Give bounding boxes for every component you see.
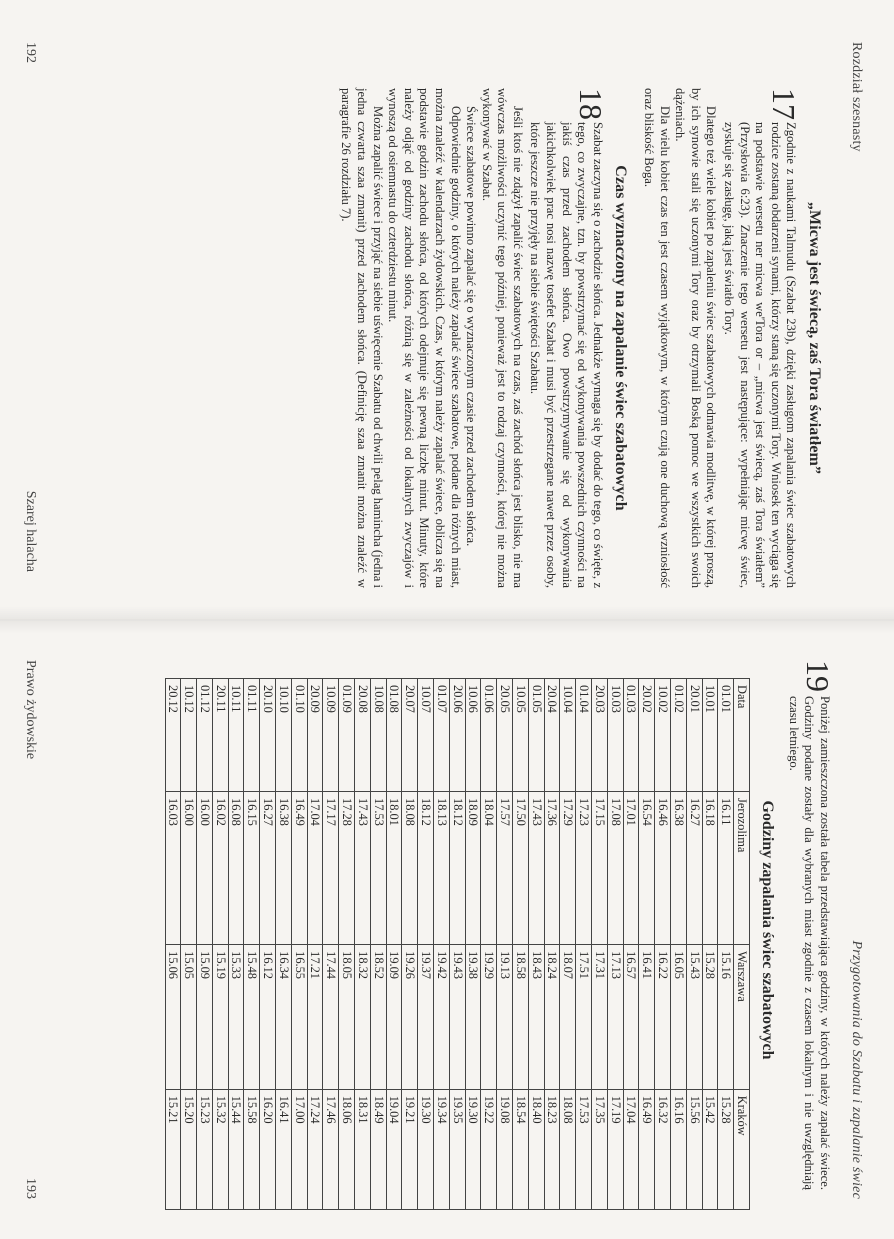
table-row (276, 679, 292, 1210)
cell-warsaw: 18.58 (513, 945, 529, 1090)
cell-warsaw: 15.48 (244, 945, 260, 1090)
table-row (528, 679, 544, 1210)
cell-date: 01.08 (386, 679, 402, 792)
table-row (181, 679, 197, 1210)
table-row (386, 679, 402, 1210)
table-body (165, 679, 734, 1210)
cell-date: 20.09 (307, 679, 323, 792)
table-row (671, 679, 687, 1210)
section-17-paragraph-3: Dla wielu kobiet czas ten jest czasem wyjątkowym, w którym czują one duchową wzniosłość oraz bliskość Boga. (642, 88, 672, 588)
cell-krakow: 18.06 (339, 1089, 355, 1209)
cell-jerusalem: 16.02 (212, 792, 228, 945)
section-19-paragraph: Poniżej zamieszczona została tabela przedstawiająca godziny, w których należy zapalać świece. Godziny podane zostały dla wybranych miast zgodnie z czasem lokalnym i nie uwzględniają czasu letniego. (786, 696, 832, 1190)
table-row (702, 679, 718, 1210)
cell-krakow: 17.35 (592, 1089, 608, 1209)
cell-krakow: 15.32 (212, 1089, 228, 1209)
cell-jerusalem: 18.12 (418, 792, 434, 945)
section-19 (785, 660, 836, 1190)
table-row (607, 679, 623, 1210)
cell-date: 01.04 (576, 679, 592, 792)
cell-warsaw: 15.19 (212, 945, 228, 1090)
cell-warsaw: 19.09 (386, 945, 402, 1090)
cell-jerusalem: 18.13 (434, 792, 450, 945)
cell-warsaw: 17.21 (307, 945, 323, 1090)
table-row (370, 679, 386, 1210)
cell-warsaw: 19.42 (434, 945, 450, 1090)
cell-warsaw: 19.38 (465, 945, 481, 1090)
table-row (402, 679, 418, 1210)
cell-warsaw: 17.44 (323, 945, 339, 1090)
cell-krakow: 19.30 (465, 1089, 481, 1209)
cell-krakow: 16.20 (260, 1089, 276, 1209)
cell-warsaw: 18.07 (560, 945, 576, 1090)
table-row (355, 679, 371, 1210)
table-row (339, 679, 355, 1210)
section-number-17: 17 (766, 88, 803, 120)
table-row (576, 679, 592, 1210)
running-head-right: Przygotowania do Szabatu i zapalanie świec (849, 940, 864, 1199)
table-row (212, 679, 228, 1210)
column-header-krakow: Kraków (734, 1089, 750, 1209)
table-row (497, 679, 513, 1210)
heading-candle-time: Czas wyznaczony na zapalanie świec szabatowych (612, 165, 630, 511)
cell-date: 01.06 (481, 679, 497, 792)
cell-krakow: 16.41 (276, 1089, 292, 1209)
cell-warsaw: 15.28 (702, 945, 718, 1090)
cell-warsaw: 19.26 (402, 945, 418, 1090)
cell-warsaw: 16.57 (623, 945, 639, 1090)
cell-jerusalem: 18.04 (481, 792, 497, 945)
cell-jerusalem: 16.27 (686, 792, 702, 945)
section-number-18: 18 (572, 88, 609, 120)
table-row (592, 679, 608, 1210)
folio-title-right: Prawo żydowskie (23, 660, 38, 760)
cell-jerusalem: 17.17 (323, 792, 339, 945)
cell-krakow: 16.49 (639, 1089, 655, 1209)
cell-warsaw: 17.31 (592, 945, 608, 1090)
cell-date: 10.12 (181, 679, 197, 792)
section-18 (527, 88, 609, 588)
left-body-text (338, 88, 834, 588)
cell-krakow: 19.04 (386, 1089, 402, 1209)
cell-date: 01.09 (339, 679, 355, 792)
cell-date: 20.01 (686, 679, 702, 792)
cell-date: 10.11 (228, 679, 244, 792)
page-number-left: 192 (23, 42, 38, 63)
cell-krakow: 15.58 (244, 1089, 260, 1209)
cell-warsaw: 16.55 (291, 945, 307, 1090)
cell-date: 20.04 (544, 679, 560, 792)
cell-warsaw: 17.51 (576, 945, 592, 1090)
cell-jerusalem: 16.00 (181, 792, 197, 945)
cell-date: 10.04 (560, 679, 576, 792)
section-18-paragraph-4: Odpowiednie godziny, o których należy zapalać świece szabatowe, podane dla różnych miast, można znaleźć w kalendarzach żydowskich. Czas, w którym należy zapalać świece, oblicza się na podstawie godzin zachodu słońca, od których odejmuje się pewną liczbę minut. Minuty, które należy odjąć od godziny zachodu słońca, różnią się w zależności od lokalnych zwyczajów i wynoszą od osiemnastu do czterdziestu minut. (386, 88, 463, 588)
cell-jerusalem: 17.57 (497, 792, 513, 945)
table-row (197, 679, 213, 1210)
heading-micwa: „Micwa jest świecą, zaś Tora światłem” (806, 201, 823, 475)
cell-warsaw: 18.52 (370, 945, 386, 1090)
cell-krakow: 17.19 (607, 1089, 623, 1209)
cell-date: 10.02 (655, 679, 671, 792)
section-17-paragraph-2: Dlatego też wiele kobiet po zapaleniu świec szabatowych odmawia modlitwę, w której proszą, by ich synowie stali się uczonymi Tory oraz by otrzymali Boską pomoc we wszystkich swoich dążeniach. (673, 88, 719, 588)
cell-krakow: 18.08 (560, 1089, 576, 1209)
cell-krakow: 15.42 (702, 1089, 718, 1209)
table-row (449, 679, 465, 1210)
table-row (513, 679, 529, 1210)
cell-date: 20.12 (165, 679, 181, 792)
cell-krakow: 17.04 (623, 1089, 639, 1209)
cell-krakow: 16.32 (655, 1089, 671, 1209)
cell-date: 10.01 (702, 679, 718, 792)
section-17 (720, 88, 803, 588)
table-row (686, 679, 702, 1210)
cell-date: 20.06 (449, 679, 465, 792)
cell-jerusalem: 16.18 (702, 792, 718, 945)
cell-jerusalem: 16.08 (228, 792, 244, 945)
cell-warsaw: 18.32 (355, 945, 371, 1090)
cell-date: 10.08 (370, 679, 386, 792)
page-number-right: 193 (23, 1178, 38, 1199)
cell-date: 01.03 (623, 679, 639, 792)
section-18-paragraph-2: Jeśli ktoś nie zdążył zapalić świec szabatowych na czas, zaś zachód słońca jest blisko, nie ma wówczas możliwości uczynić tego później, ponieważ jest to rodzaj czynności, której nie można wykonywać w Szabat. (479, 88, 525, 588)
cell-jerusalem: 16.00 (197, 792, 213, 945)
cell-jerusalem: 16.49 (291, 792, 307, 945)
cell-krakow: 15.21 (165, 1089, 181, 1209)
cell-jerusalem: 17.43 (355, 792, 371, 945)
cell-jerusalem: 18.12 (449, 792, 465, 945)
table-row (639, 679, 655, 1210)
table-row (323, 679, 339, 1210)
cell-date: 01.12 (197, 679, 213, 792)
cell-date: 20.11 (212, 679, 228, 792)
section-18-paragraph-1: Szabat zaczyna się o zachodzie słońca. Jednakże wymaga się by dodać do tego, co święte, z tego, co zwyczajne, tzn. by powstrzymać się od wykonywania powszednich czynności na jakiś czas przed zachodem słońca. Owo powstrzymywanie się od wykonywania jakichkolwiek prac nosi nazwę tosefet Szabat i musi być przestrzegane nawet przez osoby, które jeszcze nie przyjęły na siebie świętości Szabatu. (528, 122, 605, 588)
table-row (544, 679, 560, 1210)
column-header-date: Data (734, 679, 750, 792)
section-17-paragraph-1: Zgodnie z naukami Talmudu (Szabat 23b), dzięki zasługom zapalania świec szabatowych rodzice zostaną obdarzeni synami, którzy staną się uczonymi Tory. Wniosek ten wyciąga się na podstawie wersetu ner micwa we'Tora or – „micwa jest świecą, zaś Tora światłem” (Przysłowia 6:23). Znaczenie tego wersetu jest następujące: wypełniając micwę świec, zyskuje się zasługę, jaką jest światło Tory. (722, 122, 799, 588)
cell-warsaw: 19.13 (497, 945, 513, 1090)
cell-krakow: 15.44 (228, 1089, 244, 1209)
cell-jerusalem: 17.29 (560, 792, 576, 945)
cell-date: 10.09 (323, 679, 339, 792)
cell-date: 10.07 (418, 679, 434, 792)
cell-krakow: 19.30 (418, 1089, 434, 1209)
table-row (718, 679, 734, 1210)
cell-date: 20.08 (355, 679, 371, 792)
cell-jerusalem: 16.15 (244, 792, 260, 945)
page-193 (0, 620, 894, 1239)
table-row (307, 679, 323, 1210)
section-number-19: 19 (800, 660, 836, 692)
cell-krakow: 18.23 (544, 1089, 560, 1209)
right-intro-text (783, 660, 834, 1190)
table-title: Godziny zapalania świec szabatowych (759, 800, 776, 1060)
cell-warsaw: 19.37 (418, 945, 434, 1090)
cell-date: 20.10 (260, 679, 276, 792)
cell-krakow: 16.16 (671, 1089, 687, 1209)
cell-krakow: 18.54 (513, 1089, 529, 1209)
cell-krakow: 19.08 (497, 1089, 513, 1209)
cell-krakow: 17.46 (323, 1089, 339, 1209)
cell-warsaw: 15.09 (197, 945, 213, 1090)
cell-warsaw: 18.24 (544, 945, 560, 1090)
table-row (291, 679, 307, 1210)
cell-date: 20.03 (592, 679, 608, 792)
cell-krakow: 19.21 (402, 1089, 418, 1209)
cell-date: 01.02 (671, 679, 687, 792)
cell-krakow: 15.28 (718, 1089, 734, 1209)
cell-krakow: 15.20 (181, 1089, 197, 1209)
cell-date: 10.03 (607, 679, 623, 792)
table-row (623, 679, 639, 1210)
cell-krakow: 17.24 (307, 1089, 323, 1209)
cell-warsaw: 18.43 (528, 945, 544, 1090)
cell-warsaw: 17.13 (607, 945, 623, 1090)
cell-jerusalem: 17.53 (370, 792, 386, 945)
cell-jerusalem: 18.01 (386, 792, 402, 945)
table-row (481, 679, 497, 1210)
table-row (418, 679, 434, 1210)
cell-warsaw: 16.12 (260, 945, 276, 1090)
cell-krakow: 19.22 (481, 1089, 497, 1209)
cell-warsaw: 19.29 (481, 945, 497, 1090)
cell-jerusalem: 17.23 (576, 792, 592, 945)
cell-jerusalem: 17.43 (528, 792, 544, 945)
table-row (434, 679, 450, 1210)
cell-date: 10.05 (513, 679, 529, 792)
table-row (560, 679, 576, 1210)
cell-jerusalem: 16.27 (260, 792, 276, 945)
table-row (655, 679, 671, 1210)
cell-jerusalem: 17.28 (339, 792, 355, 945)
cell-date: 01.05 (528, 679, 544, 792)
cell-jerusalem: 17.08 (607, 792, 623, 945)
cell-jerusalem: 17.04 (307, 792, 323, 945)
cell-warsaw: 15.05 (181, 945, 197, 1090)
cell-warsaw: 15.43 (686, 945, 702, 1090)
cell-jerusalem: 16.38 (671, 792, 687, 945)
cell-date: 20.02 (639, 679, 655, 792)
cell-jerusalem: 17.36 (544, 792, 560, 945)
cell-date: 10.10 (276, 679, 292, 792)
table-row (465, 679, 481, 1210)
cell-date: 01.01 (718, 679, 734, 792)
cell-date: 10.06 (465, 679, 481, 792)
cell-jerusalem: 18.09 (465, 792, 481, 945)
cell-jerusalem: 16.38 (276, 792, 292, 945)
candle-times-table (165, 678, 750, 1210)
cell-jerusalem: 16.11 (718, 792, 734, 945)
cell-warsaw: 15.33 (228, 945, 244, 1090)
section-18-paragraph-5: Można zapalić świece i przyjąć na siebie uświęcenie Szabatu od chwili pelag hamincha (jedna i jedna czwarta szaa zmanit) przed zachodem słońca. (Definicję szaa zmanit można znaleźć w paragrafie 26 rozdziału 7). (339, 88, 385, 588)
cell-jerusalem: 18.08 (402, 792, 418, 945)
cell-krakow: 15.56 (686, 1089, 702, 1209)
column-header-jerusalem: Jerozolima (734, 792, 750, 945)
cell-jerusalem: 16.03 (165, 792, 181, 945)
cell-warsaw: 16.05 (671, 945, 687, 1090)
section-18-paragraph-3: Świece szabatowe powinno zapalać się o wyznaczonym czasie przed zachodem słońca. (464, 106, 479, 547)
table-header-row (734, 679, 750, 1210)
cell-date: 01.07 (434, 679, 450, 792)
cell-jerusalem: 17.01 (623, 792, 639, 945)
running-head-left: Rozdział szesnasty (849, 42, 864, 152)
cell-date: 01.11 (244, 679, 260, 792)
cell-warsaw: 15.06 (165, 945, 181, 1090)
folio-title-left: Szarej halacha (23, 490, 38, 572)
cell-krakow: 18.31 (355, 1089, 371, 1209)
cell-jerusalem: 17.15 (592, 792, 608, 945)
table-row (165, 679, 181, 1210)
cell-date: 01.10 (291, 679, 307, 792)
cell-date: 20.05 (497, 679, 513, 792)
cell-jerusalem: 16.46 (655, 792, 671, 945)
cell-krakow: 19.34 (434, 1089, 450, 1209)
cell-krakow: 15.23 (197, 1089, 213, 1209)
cell-warsaw: 16.34 (276, 945, 292, 1090)
table-row (228, 679, 244, 1210)
table-row (244, 679, 260, 1210)
cell-krakow: 17.53 (576, 1089, 592, 1209)
cell-krakow: 17.00 (291, 1089, 307, 1209)
cell-warsaw: 16.41 (639, 945, 655, 1090)
cell-krakow: 19.35 (449, 1089, 465, 1209)
cell-krakow: 18.49 (370, 1089, 386, 1209)
cell-date: 20.07 (402, 679, 418, 792)
cell-warsaw: 19.43 (449, 945, 465, 1090)
cell-warsaw: 18.05 (339, 945, 355, 1090)
cell-krakow: 18.40 (528, 1089, 544, 1209)
cell-jerusalem: 17.50 (513, 792, 529, 945)
column-header-warsaw: Warszawa (734, 945, 750, 1090)
cell-warsaw: 16.22 (655, 945, 671, 1090)
cell-jerusalem: 16.54 (639, 792, 655, 945)
cell-warsaw: 15.16 (718, 945, 734, 1090)
table-row (260, 679, 276, 1210)
